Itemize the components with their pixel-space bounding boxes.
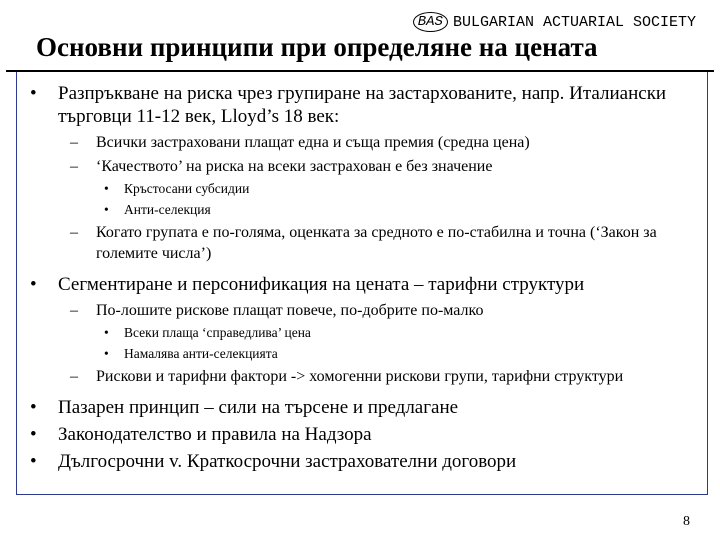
sub-sub-bullet [24,201,704,219]
bullet-dot: • [104,346,109,361]
sub-bullet [24,366,704,387]
bullet-dot: • [30,397,37,418]
bullet-dash: – [70,158,78,175]
bullet-text: Законодателство и правила на Надзора [58,424,372,445]
sub-bullet [24,132,704,153]
bullet-risk-pooling [24,82,704,128]
bullet-dash: – [70,134,78,151]
bullet-text: Кръстосани субсидии [124,181,250,196]
sub-bullet [24,156,704,177]
bullet-dot: • [104,181,109,196]
bullet-dot: • [30,424,37,445]
bullet-text: Всеки плаща ‘справедлива’ цена [124,325,311,340]
bullet-text: Намалява анти-селекцията [124,346,278,361]
slide-content [24,82,704,477]
bullet-dash: – [70,302,78,319]
bullet-text: Сегментиране и персонификация на цената – тарифни структури [58,274,585,295]
bullet-text: Всички застраховани плащат една и съща премия (средна цена) [96,134,530,151]
org-name: BULGARIAN ACTUARIAL SOCIETY [452,13,696,31]
bullet-segmentation [24,273,704,296]
bullet-text: Пазарен принцип – сили на търсене и предлагане [58,397,459,418]
bullet-text: ‘Качеството’ на риска на всеки застрахован е без значение [96,158,493,175]
bullet-text: Рискови и тарифни фактори -> хомогенни рискови групи, тарифни структури [96,368,624,385]
bullet-legislation [24,423,704,446]
bullet-text: Анти-селекция [124,202,211,217]
bullet-dot: • [30,274,37,295]
bullet-dot: • [104,202,109,217]
sub-sub-bullet [24,345,704,363]
header [413,12,696,32]
bullet-dash: – [70,368,78,385]
bullet-dot: • [104,325,109,340]
bullet-dash: – [70,224,78,241]
bas-logo: BAS [413,12,448,32]
slide-title: Основни принципи при определяне на цената [36,32,598,62]
sub-bullet [24,222,704,264]
bullet-text: Когато групата е по-голяма, оценката за средното е по-стабилна и точна (‘Закон за големите числа’) [96,224,657,262]
bullet-text: По-лошите рискове плащат повече, по-добрите по-малко [96,302,484,319]
sub-sub-bullet [24,324,704,342]
bullet-text: Разпръкване на риска чрез групиране на застархованите, напр. Италиански търговци 11-12 век, Lloyd’s 18 век: [58,83,667,127]
bullet-text: Дългосрочни v. Краткосрочни застрахователни договори [58,451,517,472]
sub-sub-bullet [24,180,704,198]
bullet-dot: • [30,451,37,472]
bullet-dot: • [30,83,37,104]
bullet-market [24,396,704,419]
page-number: 8 [683,514,690,529]
sub-bullet [24,300,704,321]
bullet-contracts [24,450,704,473]
